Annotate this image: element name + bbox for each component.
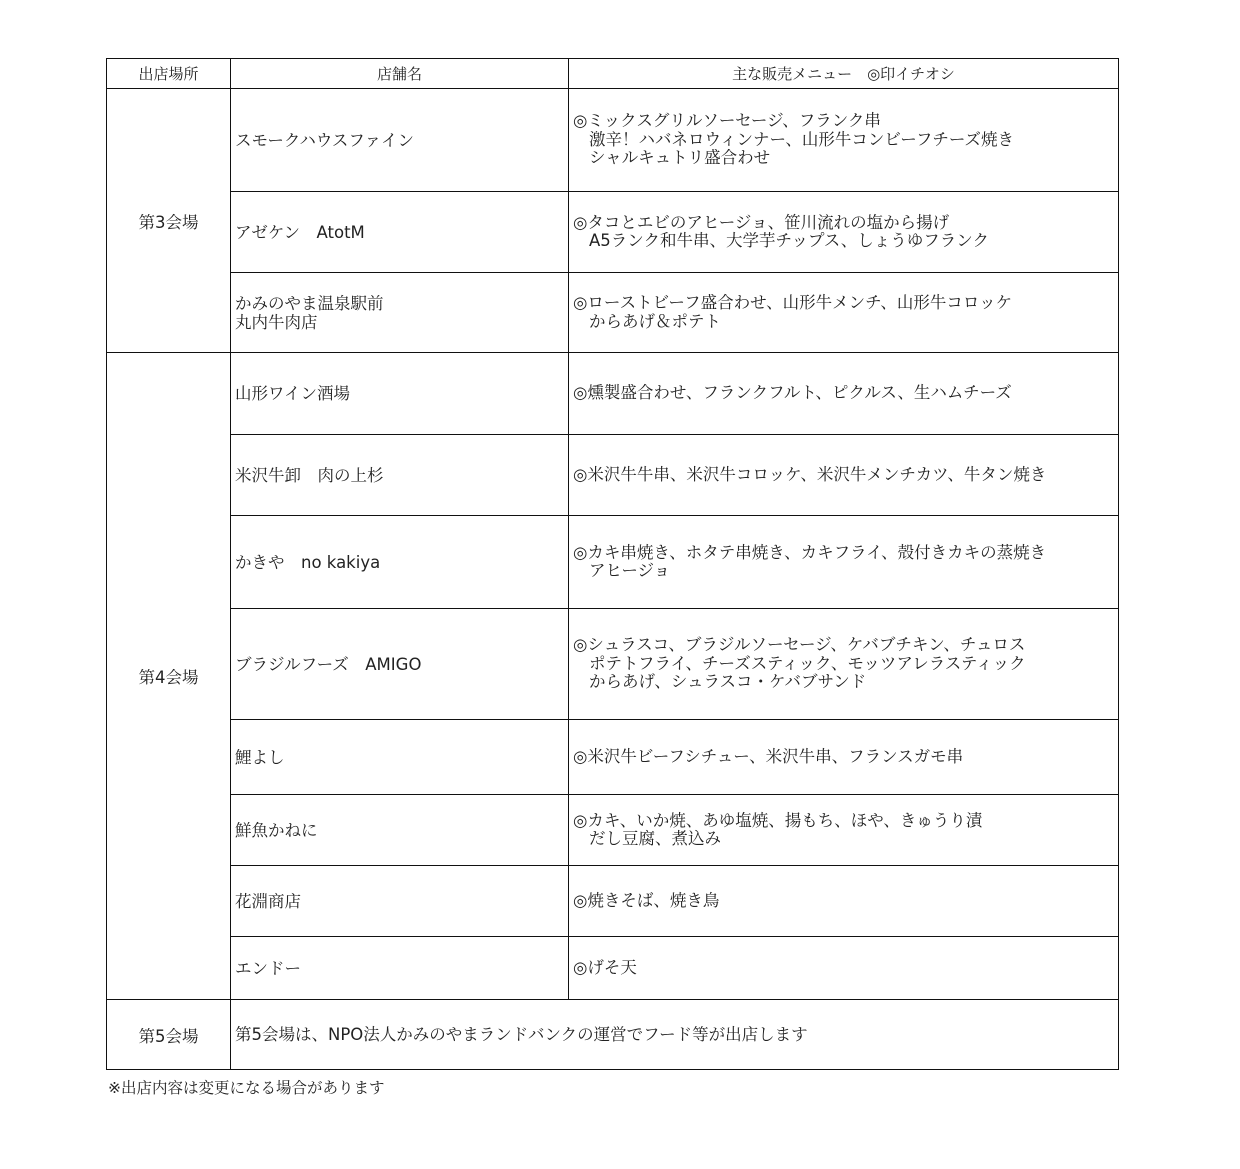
shop-name: スモークハウスファイン bbox=[235, 130, 415, 150]
menu-cell bbox=[569, 435, 1119, 516]
table-row bbox=[107, 435, 1119, 516]
shop-name: 米沢牛卸 肉の上杉 bbox=[235, 465, 384, 485]
shop-name: エンドー bbox=[235, 958, 301, 978]
header-shop: 店舗名 bbox=[231, 59, 569, 89]
table-row bbox=[107, 89, 1119, 192]
menu-line: ◎米沢牛ビーフシチュー、米沢牛串、フランスガモ串 bbox=[573, 746, 964, 766]
shop-cell bbox=[231, 273, 569, 353]
menu-line: だし豆腐、煮込み bbox=[589, 829, 721, 848]
shop-name: 花淵商店 bbox=[235, 891, 301, 911]
menu-line: ◎ミックスグリルソーセージ、フランク串 bbox=[573, 111, 881, 131]
menu-line: アヒージョ bbox=[589, 561, 671, 580]
menu-line: A5ランク和牛串、大学芋チップス、しょうゆフランク bbox=[589, 231, 989, 250]
table-row bbox=[107, 353, 1119, 435]
table-row bbox=[107, 937, 1119, 1000]
shop-cell bbox=[231, 435, 569, 516]
menu-cell bbox=[569, 937, 1119, 1000]
venue-4-cell: 第4会場 bbox=[107, 353, 231, 1000]
menu-cell bbox=[569, 516, 1119, 609]
menu-line: ◎米沢牛牛串、米沢牛コロッケ、米沢牛メンチカツ、牛タン焼き bbox=[573, 464, 1047, 484]
shop-name: ブラジルフーズ AMIGO bbox=[235, 654, 422, 674]
menu-cell bbox=[569, 720, 1119, 795]
footnote: ※出店内容は変更になる場合があります bbox=[108, 1079, 385, 1097]
menu-cell bbox=[569, 609, 1119, 720]
table-row bbox=[107, 720, 1119, 795]
menu-cell bbox=[569, 795, 1119, 866]
table-row bbox=[107, 795, 1119, 866]
menu-cell bbox=[569, 273, 1119, 353]
table-row bbox=[107, 1000, 1119, 1070]
shop-cell bbox=[231, 516, 569, 609]
shop-cell bbox=[231, 353, 569, 435]
table-row bbox=[107, 609, 1119, 720]
menu-line: シャルキュトリ盛合わせ bbox=[589, 148, 771, 168]
shop-name: 鯉よし bbox=[235, 747, 285, 767]
menu-line: ◎カキ串焼き、ホタテ串焼き、カキフライ、殻付きカキの蒸焼き bbox=[573, 542, 1047, 562]
shop-name: 山形ワイン酒場 bbox=[235, 384, 351, 403]
menu-line: からあげ、シュラスコ・ケバブサンド bbox=[589, 672, 867, 692]
shop-cell bbox=[231, 89, 569, 192]
shop-name: 鮮魚かねに bbox=[235, 820, 318, 840]
vendor-table bbox=[106, 58, 1119, 1070]
venue-5-note: 第5会場は、NPO法人かみのやまランドバンクの運営でフード等が出店します bbox=[231, 1000, 1119, 1070]
menu-line: ◎げそ天 bbox=[573, 957, 637, 977]
shop-name: 丸内牛肉店 bbox=[235, 312, 318, 332]
table-row bbox=[107, 516, 1119, 609]
table-row bbox=[107, 866, 1119, 937]
venue-3-cell: 第3会場 bbox=[107, 89, 231, 353]
menu-line: ◎カキ、いか焼、あゆ塩焼、揚もち、ほや、きゅうり漬 bbox=[573, 810, 983, 830]
header-venue: 出店場所 bbox=[107, 59, 231, 89]
shop-cell bbox=[231, 866, 569, 937]
shop-name: かみのやま温泉駅前 bbox=[235, 293, 384, 313]
shop-name: アゼケン AtotM bbox=[235, 222, 365, 242]
menu-line: ◎シュラスコ、ブラジルソーセージ、ケバブチキン、チュロス bbox=[573, 635, 1026, 655]
menu-line: ◎タコとエビのアヒージョ、笹川流れの塩から揚げ bbox=[573, 212, 950, 232]
menu-line: 激辛！ハバネロウィンナー、山形牛コンビーフチーズ焼き bbox=[589, 129, 1015, 149]
shop-name: かきや no kakiya bbox=[235, 552, 381, 572]
menu-line: からあげ＆ポテト bbox=[589, 311, 721, 331]
menu-cell bbox=[569, 353, 1119, 435]
menu-cell bbox=[569, 192, 1119, 273]
menu-cell bbox=[569, 89, 1119, 192]
header-menu: 主な販売メニュー ◎印イチオシ bbox=[569, 59, 1119, 89]
shop-cell bbox=[231, 937, 569, 1000]
menu-cell bbox=[569, 866, 1119, 937]
venue-5-cell: 第5会場 bbox=[107, 1000, 231, 1070]
shop-cell bbox=[231, 609, 569, 720]
menu-line: ポテトフライ、チーズスティック、モッツアレラスティック bbox=[589, 653, 1026, 673]
table-row bbox=[107, 273, 1119, 353]
shop-cell bbox=[231, 720, 569, 795]
shop-cell bbox=[231, 795, 569, 866]
shop-cell bbox=[231, 192, 569, 273]
table-row bbox=[107, 192, 1119, 273]
header-row bbox=[107, 59, 1119, 89]
menu-line: ◎燻製盛合わせ、フランクフルト、ピクルス、生ハムチーズ bbox=[573, 383, 1012, 403]
menu-line: ◎焼きそば、焼き鳥 bbox=[573, 890, 720, 910]
menu-line: ◎ローストビーフ盛合わせ、山形牛メンチ、山形牛コロッケ bbox=[573, 293, 1013, 312]
